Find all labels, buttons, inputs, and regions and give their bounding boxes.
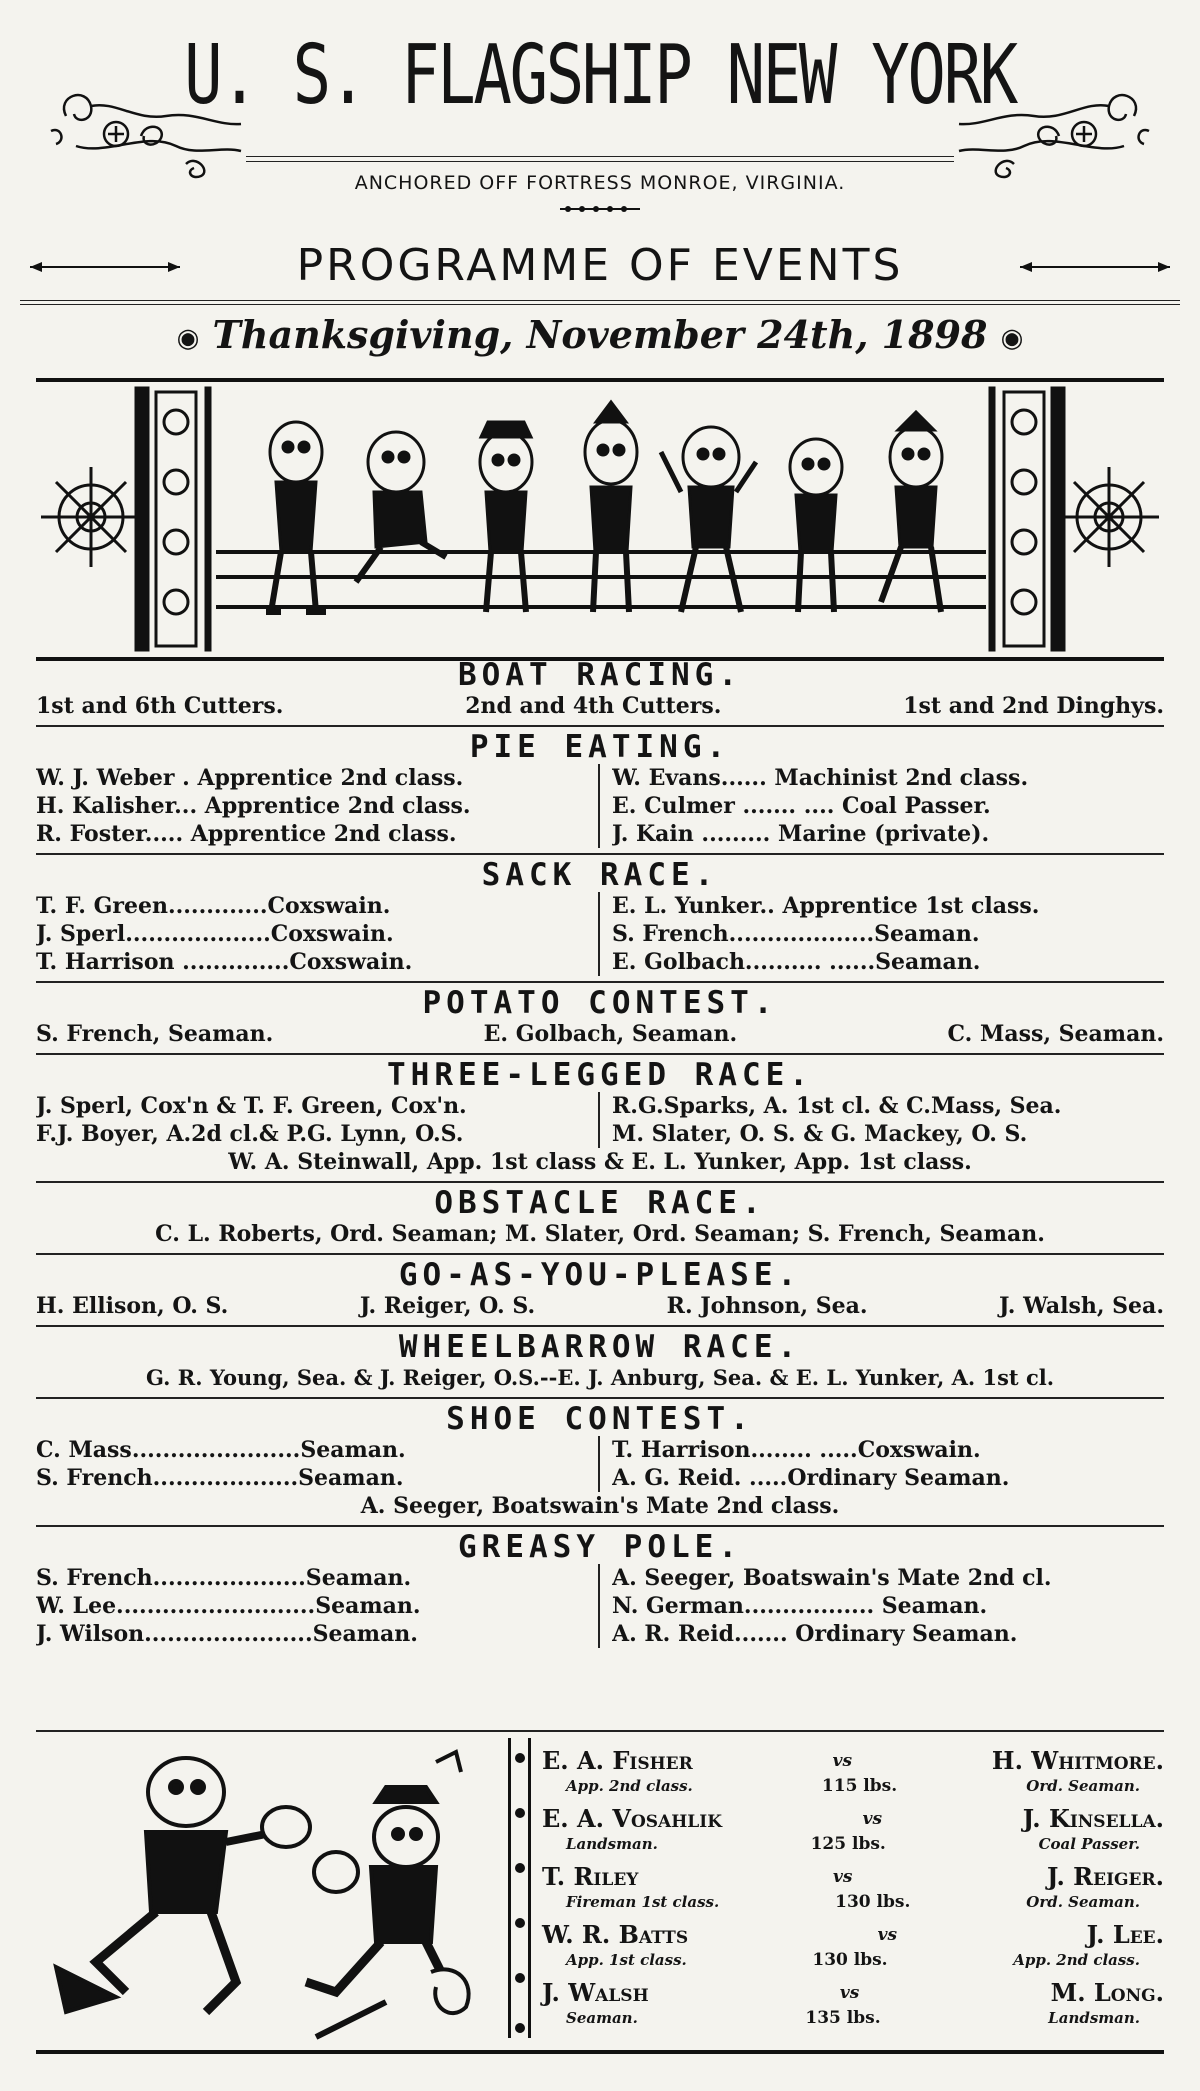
event-title-three-legged-race: THREE-LEGGED RACE. <box>387 1057 813 1093</box>
event-title-go-as-you-please: GO-AS-YOU-PLEASE. <box>398 1257 802 1293</box>
bullet-icon: ◉ <box>176 323 200 354</box>
divider <box>36 1253 1164 1255</box>
boxing-bout <box>542 1804 1164 1862</box>
entry: T. F. Green.............Coxswain. <box>36 893 391 919</box>
entry: J. Reiger, O. S. <box>359 1293 536 1319</box>
entry: E. Golbach, Seaman. <box>483 1021 738 1047</box>
entry: M. Slater, O. S. & G. Mackey, O. S. <box>612 1121 1028 1147</box>
entry: E. Golbach.......... ......Seaman. <box>612 949 981 975</box>
boxer-a-rank: Seaman. <box>566 2009 638 2027</box>
entry: J. Sperl, Cox'n & T. F. Green, Cox'n. <box>36 1093 467 1119</box>
divider <box>36 1181 1164 1183</box>
entry: S. French...................Seaman. <box>36 1465 404 1491</box>
entry: R. Foster..... Apprentice 2nd class. <box>36 821 457 847</box>
entry: A. Seeger, Boatswain's Mate 2nd cl. <box>612 1565 1052 1591</box>
entry: T. Harrison........ .....Coxswain. <box>612 1437 981 1463</box>
divider <box>36 853 1164 855</box>
boxer-a-rank: Fireman 1st class. <box>566 1893 720 1911</box>
entry: J. Sperl...................Coxswain. <box>36 921 394 947</box>
boxer-a: J. Walsh <box>542 1978 649 2007</box>
event-title-obstacle-race: OBSTACLE RACE. <box>434 1185 766 1221</box>
boxer-b: J. Reiger. <box>1046 1862 1164 1891</box>
boxer-b-rank: Ord. Seaman. <box>1026 1893 1140 1911</box>
cartoon-boxers-illustration <box>36 1742 496 2042</box>
event-title-wheelbarrow-race: WHEELBARROW RACE. <box>398 1329 802 1365</box>
entry: W. J. Weber . Apprentice 2nd class. <box>36 765 464 791</box>
entry: S. French, Seaman. <box>36 1021 274 1047</box>
entry: F.J. Boyer, A.2d cl.& P.G. Lynn, O.S. <box>36 1121 464 1147</box>
entry: W. Evans...... Machinist 2nd class. <box>612 765 1029 791</box>
boxer-a: E. A. Vosahlik <box>542 1804 722 1833</box>
boxer-b: M. Long. <box>1050 1978 1164 2007</box>
entry: S. French...................Seaman. <box>612 921 980 947</box>
entry: W. A. Steinwall, App. 1st class & E. L. Yunker, App. 1st class. <box>228 1149 972 1175</box>
bullet-icon: ◉ <box>1000 323 1024 354</box>
boxing-bout <box>542 1862 1164 1920</box>
boxing-bouts <box>542 1746 1164 2036</box>
event-title-sack-race: SACK RACE. <box>481 857 719 893</box>
boxing-bout <box>542 1746 1164 1804</box>
boxer-b-rank: Landsman. <box>1048 2009 1140 2027</box>
boxer-b-rank: Coal Passer. <box>1038 1835 1140 1853</box>
shoe-contest-entries <box>36 1436 1164 1492</box>
weight: 130 lbs. <box>812 1950 888 1970</box>
divider <box>36 981 1164 983</box>
sack-race-entries <box>36 892 1164 976</box>
boxer-b-rank: Ord. Seaman. <box>1026 1777 1140 1795</box>
three-legged-entries <box>36 1092 1164 1148</box>
boxer-a: W. R. Batts <box>542 1920 689 1949</box>
boxing-bout <box>542 1978 1164 2036</box>
date-line <box>20 312 1180 357</box>
boxer-b: J. Kinsella. <box>1022 1804 1164 1833</box>
greasy-pole-entries <box>36 1564 1164 1648</box>
divider <box>36 1325 1164 1327</box>
entry: E. L. Yunker.. Apprentice 1st class. <box>612 893 1040 919</box>
event-title-shoe-contest: SHOE CONTEST. <box>446 1401 754 1437</box>
entry: S. French....................Seaman. <box>36 1565 412 1591</box>
entry: A. G. Reid. .....Ordinary Seaman. <box>612 1465 1010 1491</box>
entry: J. Wilson......................Seaman. <box>36 1621 418 1647</box>
vs-label: vs <box>832 1867 853 1887</box>
vs-label: vs <box>862 1809 883 1829</box>
weight: 130 lbs. <box>835 1892 911 1912</box>
boxer-a-rank: App. 1st class. <box>566 1951 687 1969</box>
ornamental-divider <box>500 1738 540 2038</box>
wheelbarrow-entries: G. R. Young, Sea. & J. Reiger, O.S.--E. J. Anburg, Sea. & E. L. Yunker, A. 1st cl. <box>145 1365 1055 1390</box>
entry: J. Walsh, Sea. <box>999 1293 1164 1319</box>
dot-divider <box>560 204 640 214</box>
vs-label: vs <box>877 1925 898 1945</box>
boxing-bout <box>542 1920 1164 1978</box>
title-rules <box>246 156 954 166</box>
entry: C. Mass, Seaman. <box>947 1021 1164 1047</box>
divider <box>36 1525 1164 1527</box>
vs-label: vs <box>839 1983 860 2003</box>
boxer-b-rank: App. 2nd class. <box>1013 1951 1140 1969</box>
entry: 1st and 2nd Dinghys. <box>903 693 1164 719</box>
divider <box>36 725 1164 727</box>
programme-row <box>20 236 1180 296</box>
events-list <box>36 656 1164 1648</box>
weight: 125 lbs. <box>810 1834 886 1854</box>
vs-label: vs <box>832 1751 853 1771</box>
arrow-divider-icon <box>30 262 180 272</box>
entry: W. Lee..........................Seaman. <box>36 1593 421 1619</box>
entry: C. Mass......................Seaman. <box>36 1437 406 1463</box>
location-line: ANCHORED OFF FORTRESS MONROE, VIRGINIA. <box>354 172 846 194</box>
entry: A. Seeger, Boatswain's Mate 2nd class. <box>360 1493 840 1519</box>
boxer-a-rank: Landsman. <box>566 1835 658 1853</box>
date-text: Thanksgiving, November 24th, 1898 <box>212 312 988 357</box>
arrow-divider-icon <box>1020 262 1170 272</box>
entry: N. German................. Seaman. <box>612 1593 988 1619</box>
divider <box>36 1397 1164 1399</box>
divider <box>36 1053 1164 1055</box>
header <box>36 28 1164 178</box>
weight: 135 lbs. <box>805 2008 881 2028</box>
event-title-greasy-pole: GREASY POLE. <box>458 1529 742 1565</box>
boxer-b: J. Lee. <box>1086 1920 1164 1949</box>
illustration-svg <box>36 382 1164 657</box>
entry: J. Kain ......... Marine (private). <box>612 821 990 847</box>
event-title-boat-racing: BOAT RACING. <box>458 657 742 693</box>
boat-racing-entries <box>36 692 1164 720</box>
entry: H. Kalisher... Apprentice 2nd class. <box>36 793 471 819</box>
entry: R.G.Sparks, A. 1st cl. & C.Mass, Sea. <box>612 1093 1062 1119</box>
pie-eating-entries <box>36 764 1164 848</box>
boxer-b: H. Whitmore. <box>991 1746 1164 1775</box>
entry: R. Johnson, Sea. <box>666 1293 868 1319</box>
programme-heading: PROGRAMME OF EVENTS <box>296 240 904 291</box>
entry: T. Harrison ..............Coxswain. <box>36 949 413 975</box>
date-row <box>20 300 1180 380</box>
dancing-figures-illustration <box>36 378 1164 661</box>
event-title-potato-contest: POTATO CONTEST. <box>422 985 778 1021</box>
entry: H. Ellison, O. S. <box>36 1293 229 1319</box>
event-title-pie-eating: PIE EATING. <box>469 729 731 765</box>
boxing-section <box>36 1730 1164 2054</box>
weight: 115 lbs. <box>821 1776 898 1796</box>
entry: E. Culmer ....... .... Coal Passer. <box>612 793 991 819</box>
boxer-a: T. Riley <box>542 1862 639 1891</box>
boxer-a-rank: App. 2nd class. <box>566 1777 693 1795</box>
entry: 1st and 6th Cutters. <box>36 693 284 719</box>
potato-contest-entries <box>36 1020 1164 1048</box>
obstacle-race-entries: C. L. Roberts, Ord. Seaman; M. Slater, Ord. Seaman; S. French, Seaman. <box>155 1221 1045 1247</box>
entry: A. R. Reid....... Ordinary Seaman. <box>612 1621 1018 1647</box>
entry: 2nd and 4th Cutters. <box>465 693 722 719</box>
boxer-a: E. A. Fisher <box>542 1746 693 1775</box>
ship-title: U. S. FLAGSHIP NEW YORK <box>184 28 1016 123</box>
go-as-you-please-entries <box>36 1292 1164 1320</box>
